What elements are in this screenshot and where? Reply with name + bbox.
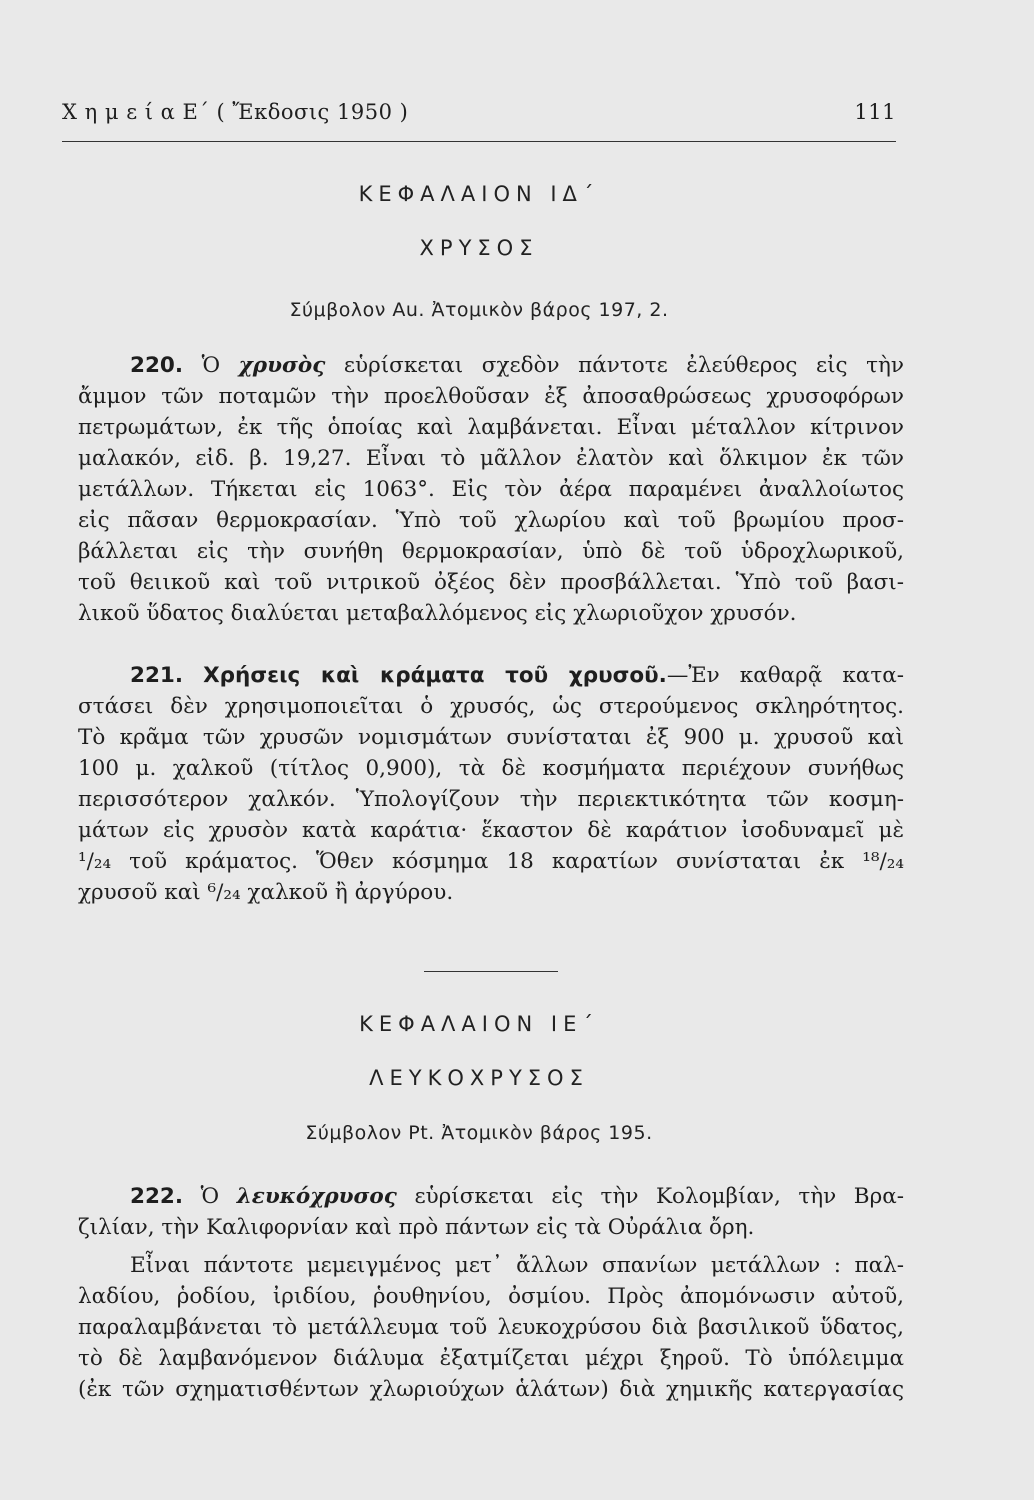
chapter-heading-15: ΚΕΦΑΛΑΙΟΝ ΙΕ΄ bbox=[359, 1012, 599, 1036]
text-line: λικοῦ ὕδατος διαλύεται μεταβαλλόμενος εἰς χλωριοῦχον χρυσόν. bbox=[78, 601, 797, 626]
text-line: Εἶναι πάντοτε μεμειγμένος μετ᾽ ἄλλων σπανίων μετάλλων : παλ- bbox=[130, 1253, 904, 1278]
text-line: στάσει δὲν χρησιμοποιεῖται ὁ χρυσός, ὡς στερούμενος σκληρότητος. bbox=[78, 694, 904, 719]
page-number: 111 bbox=[854, 100, 896, 124]
text-line: βάλλεται εἰς τὴν συνήθη θερμοκρασίαν, ὑπὸ δὲ τοῦ ὑδροχλωρικοῦ, bbox=[78, 539, 904, 564]
text-line: χρυσοῦ καὶ ⁶/₂₄ χαλκοῦ ἢ ἀργύρου. bbox=[78, 880, 454, 905]
text-line: ¹/₂₄ τοῦ κράματος. Ὅθεν κόσμημα 18 καρατίων συνίσταται ἐκ ¹⁸/₂₄ bbox=[78, 849, 904, 874]
symbol-line-gold: Σύμβολον Au. Ἀτομικὸν βάρος 197, 2. bbox=[289, 299, 669, 321]
header-rule bbox=[62, 141, 896, 142]
text-line bbox=[78, 1181, 904, 1212]
text-span: εὑρίσκεται σχεδὸν πάντοτε ἐλεύθερος εἰς τὴν bbox=[343, 353, 904, 378]
term-platinum: λευκόχρυσος bbox=[236, 1184, 397, 1209]
paragraph-number: 220. bbox=[130, 353, 184, 378]
text-line: ζιλίαν, τὴν Καλιφορνίαν καὶ πρὸ πάντων εἰς τὰ Οὐράλια ὄρη. bbox=[78, 1215, 755, 1240]
text-line: λαδίου, ῥοδίου, ἰριδίου, ῥουθηνίου, ὀσμίου. Πρὸς ἀπομόνωσιν αὐτοῦ, bbox=[78, 1284, 904, 1309]
text-line: τὸ δὲ λαμβανόμενον διάλυμα ἐξατμίζεται μέχρι ξηροῦ. Τὸ ὑπόλειμμα bbox=[78, 1346, 904, 1371]
running-head bbox=[62, 100, 896, 124]
element-title-gold: ΧΡΥΣΟΣ bbox=[419, 236, 539, 260]
text-line bbox=[78, 350, 904, 381]
section-separator bbox=[424, 971, 558, 972]
symbol-line-platinum: Σύμβολον Pt. Ἀτομικὸν βάρος 195. bbox=[305, 1122, 653, 1144]
paragraph-number: 221. bbox=[130, 663, 184, 688]
chapter-heading-14: ΚΕΦΑΛΑΙΟΝ ΙΔ΄ bbox=[358, 182, 600, 206]
text-line: παραλαμβάνεται τὸ μετάλλευμα τοῦ λευκοχρύσου διὰ βασιλικοῦ ὕδατος, bbox=[78, 1315, 904, 1340]
text-line: (ἐκ τῶν σχηματισθέντων χλωριούχων ἁλάτων) διὰ χημικῆς κατεργασίας bbox=[78, 1377, 904, 1402]
running-title: Χ η μ ε ί α Ε΄ ( Ἔκδοσις 1950 ) bbox=[62, 100, 409, 124]
text-line bbox=[78, 660, 904, 691]
text-span: —Ἐν καθαρᾷ κατα- bbox=[666, 663, 904, 688]
text-line: 100 μ. χαλκοῦ (τίτλος 0,900), τὰ δὲ κοσμήματα περιέχουν συνήθως bbox=[78, 756, 904, 781]
paragraph-222-continued bbox=[78, 1250, 904, 1405]
text-line: τοῦ θειικοῦ καὶ τοῦ νιτρικοῦ ὀξέος δὲν προσβάλλεται. Ὑπὸ τοῦ βασι- bbox=[78, 570, 904, 595]
text-line: μαλακόν, εἰδ. β. 19,27. Εἶναι τὸ μᾶλλον ἐλατὸν καὶ ὅλκιμον ἐκ τῶν bbox=[78, 446, 904, 471]
text-intro: Ὁ bbox=[201, 353, 221, 378]
text-intro: Ὁ bbox=[200, 1184, 220, 1209]
text-line: πετρωμάτων, ἐκ τῆς ὁποίας καὶ λαμβάνεται. Εἶναι μέταλλον κίτρινον bbox=[78, 415, 904, 440]
text-line: μάτων εἰς χρυσὸν κατὰ καράτια· ἕκαστον δὲ καράτιον ἰσοδυναμεῖ μὲ bbox=[78, 818, 904, 843]
paragraph-221 bbox=[78, 660, 904, 908]
text-span: εὑρίσκεται εἰς τὴν Κολομβίαν, τὴν Βρα- bbox=[414, 1184, 904, 1209]
paragraph-222 bbox=[78, 1181, 904, 1243]
section-heading-uses: Χρήσεις καὶ κράματα τοῦ χρυσοῦ. bbox=[203, 663, 667, 688]
text-line: Τὸ κρᾶμα τῶν χρυσῶν νομισμάτων συνίσταται ἐξ 900 μ. χρυσοῦ καὶ bbox=[78, 725, 904, 750]
text-line: μετάλλων. Τήκεται εἰς 1063°. Εἰς τὸν ἀέρα παραμένει ἀναλλοίωτος bbox=[78, 477, 904, 502]
term-gold: χρυσὸς bbox=[238, 353, 326, 378]
element-title-platinum: ΛΕΥΚΟΧΡΥΣΟΣ bbox=[369, 1066, 589, 1090]
text-line: ἄμμον τῶν ποταμῶν τὴν προελθοῦσαν ἐξ ἀποσαθρώσεως χρυσοφόρων bbox=[78, 384, 904, 409]
paragraph-number: 222. bbox=[130, 1184, 184, 1209]
paragraph-220 bbox=[78, 350, 904, 629]
text-line: περισσότερον χαλκόν. Ὑπολογίζουν τὴν περιεκτικότητα τῶν κοσμη- bbox=[78, 787, 904, 812]
text-line: εἰς πᾶσαν θερμοκρασίαν. Ὑπὸ τοῦ χλωρίου καὶ τοῦ βρωμίου προσ- bbox=[78, 508, 904, 533]
